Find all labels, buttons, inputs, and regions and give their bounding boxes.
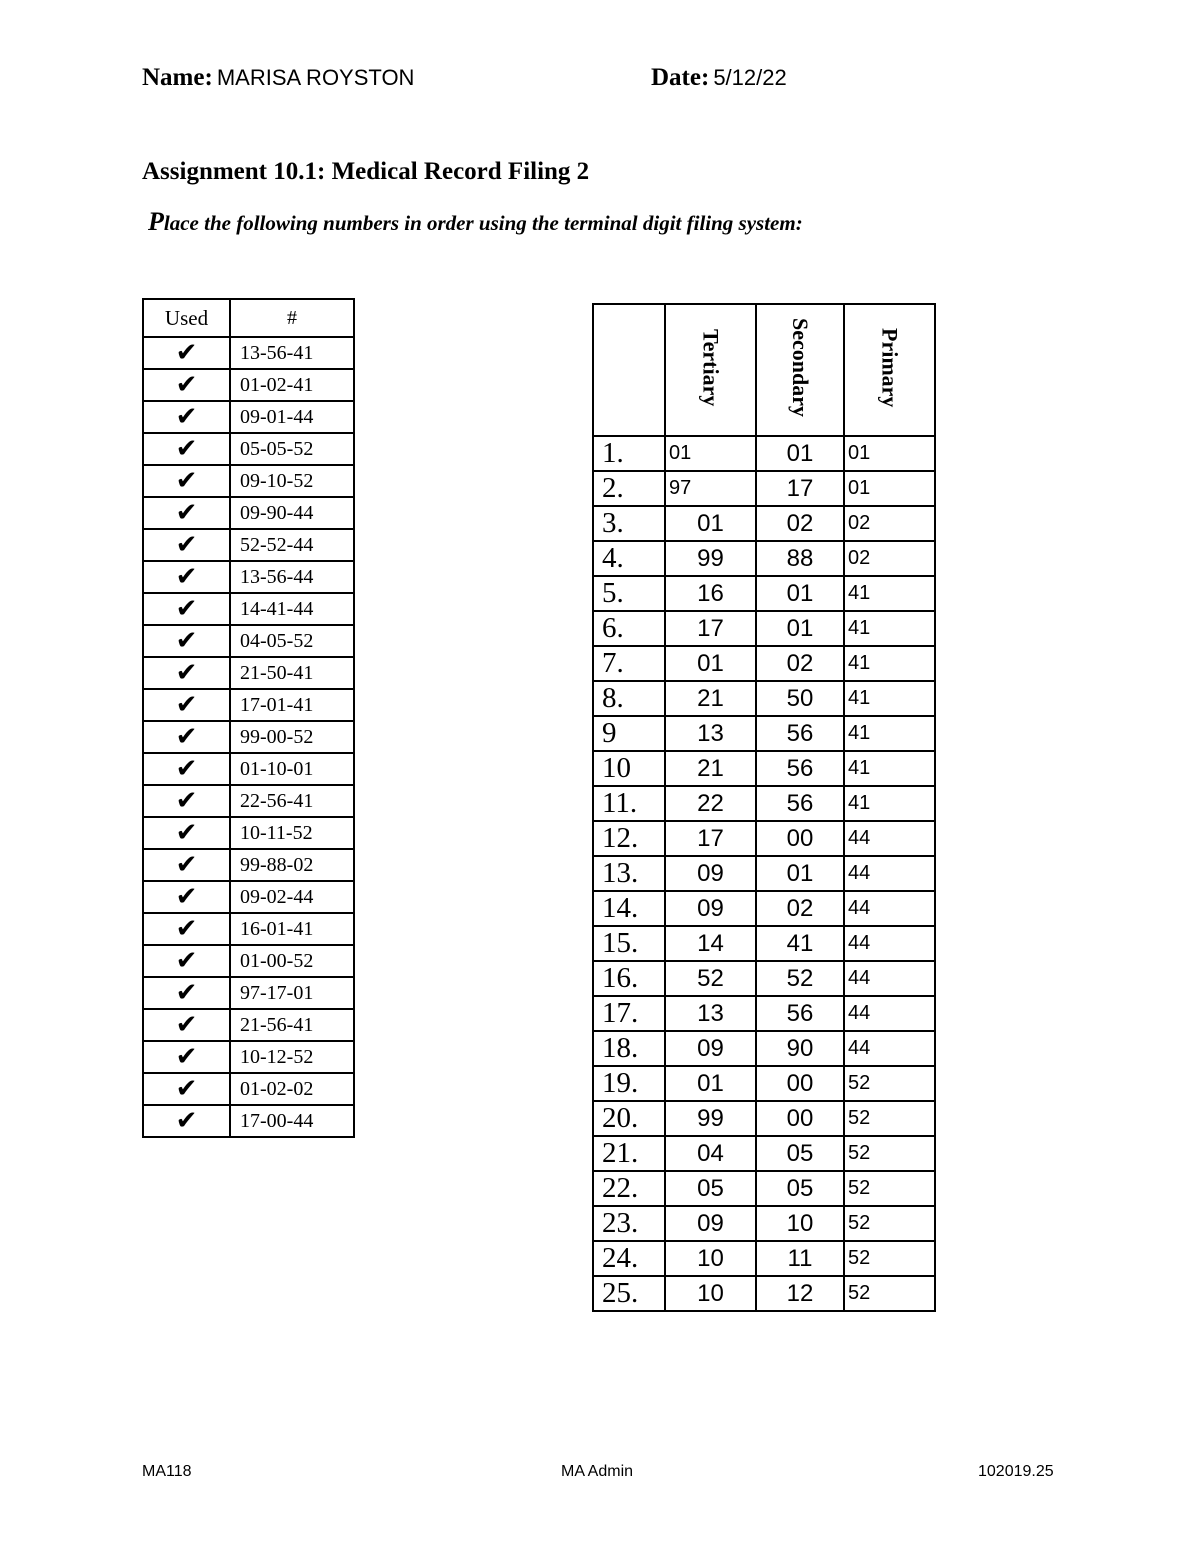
record-number: 05-05-52 — [230, 433, 354, 465]
check-mark-icon: ✔ — [143, 1009, 230, 1041]
order-table-row — [593, 786, 935, 821]
order-table-row — [593, 436, 935, 471]
order-table-row — [593, 751, 935, 786]
order-table-row — [593, 471, 935, 506]
check-mark-icon: ✔ — [143, 689, 230, 721]
check-mark-icon: ✔ — [143, 593, 230, 625]
record-number: 09-01-44 — [230, 401, 354, 433]
used-table-row — [143, 337, 354, 369]
secondary-digits: 02 — [756, 506, 844, 541]
row-index: 6. — [593, 611, 665, 646]
row-index: 2. — [593, 471, 665, 506]
record-number: 14-41-44 — [230, 593, 354, 625]
secondary-digits: 00 — [756, 1101, 844, 1136]
row-index: 11. — [593, 786, 665, 821]
secondary-digits: 10 — [756, 1206, 844, 1241]
used-table-row — [143, 465, 354, 497]
primary-digits: 41 — [844, 646, 935, 681]
name-line — [142, 64, 414, 92]
order-table-row — [593, 1066, 935, 1101]
secondary-digits: 52 — [756, 961, 844, 996]
secondary-digits: 56 — [756, 716, 844, 751]
tertiary-digits: 13 — [665, 716, 756, 751]
record-number: 01-10-01 — [230, 753, 354, 785]
check-mark-icon: ✔ — [143, 497, 230, 529]
check-mark-icon: ✔ — [143, 433, 230, 465]
check-mark-icon: ✔ — [143, 817, 230, 849]
used-table-row — [143, 881, 354, 913]
row-index: 24. — [593, 1241, 665, 1276]
check-mark-icon: ✔ — [143, 561, 230, 593]
row-index: 7. — [593, 646, 665, 681]
used-table-row — [143, 817, 354, 849]
secondary-digits: 05 — [756, 1171, 844, 1206]
row-index: 17. — [593, 996, 665, 1031]
record-number: 21-56-41 — [230, 1009, 354, 1041]
primary-digits: 02 — [844, 541, 935, 576]
row-index: 23. — [593, 1206, 665, 1241]
row-index: 25. — [593, 1276, 665, 1311]
used-numbers-table — [142, 298, 355, 1138]
instructions-first-letter: P — [148, 207, 164, 236]
row-index: 14. — [593, 891, 665, 926]
secondary-digits: 00 — [756, 821, 844, 856]
footer-course-code: MA118 — [142, 1463, 192, 1480]
tertiary-digits: 01 — [665, 646, 756, 681]
used-table-row — [143, 625, 354, 657]
primary-digits: 41 — [844, 611, 935, 646]
date-label: Date: — [651, 64, 710, 91]
record-number: 01-00-52 — [230, 945, 354, 977]
order-table-row — [593, 716, 935, 751]
used-table-row — [143, 849, 354, 881]
index-header — [593, 304, 665, 436]
secondary-digits: 01 — [756, 856, 844, 891]
tertiary-digits: 21 — [665, 681, 756, 716]
record-number: 17-01-41 — [230, 689, 354, 721]
order-table-row — [593, 646, 935, 681]
primary-header — [844, 304, 935, 436]
row-index: 3. — [593, 506, 665, 541]
check-mark-icon: ✔ — [143, 465, 230, 497]
secondary-header-label: Secondary — [788, 318, 813, 417]
primary-digits: 44 — [844, 996, 935, 1031]
record-number: 97-17-01 — [230, 977, 354, 1009]
page-title: Assignment 10.1: Medical Record Filing 2 — [142, 158, 590, 185]
used-table-row — [143, 401, 354, 433]
tertiary-digits: 22 — [665, 786, 756, 821]
used-table-row — [143, 561, 354, 593]
row-index: 1. — [593, 436, 665, 471]
row-index: 13. — [593, 856, 665, 891]
used-table-row — [143, 1009, 354, 1041]
order-table-body — [593, 436, 935, 1311]
used-table-row — [143, 369, 354, 401]
check-mark-icon: ✔ — [143, 785, 230, 817]
check-mark-icon: ✔ — [143, 657, 230, 689]
primary-digits: 41 — [844, 751, 935, 786]
primary-digits: 52 — [844, 1066, 935, 1101]
row-index: 20. — [593, 1101, 665, 1136]
name-value: MARISA ROYSTON — [216, 65, 415, 90]
tertiary-digits: 09 — [665, 1031, 756, 1066]
check-mark-icon: ✔ — [143, 913, 230, 945]
secondary-digits: 88 — [756, 541, 844, 576]
check-mark-icon: ✔ — [143, 881, 230, 913]
used-table-row — [143, 721, 354, 753]
order-table-row — [593, 1206, 935, 1241]
record-number: 09-02-44 — [230, 881, 354, 913]
order-table-row — [593, 541, 935, 576]
secondary-digits: 05 — [756, 1136, 844, 1171]
secondary-digits: 01 — [756, 611, 844, 646]
primary-digits: 01 — [844, 471, 935, 506]
used-table-row — [143, 1073, 354, 1105]
instructions-text: lace the following numbers in order using the terminal digit filing system: — [163, 211, 803, 235]
row-index: 15. — [593, 926, 665, 961]
primary-digits: 52 — [844, 1171, 935, 1206]
check-mark-icon: ✔ — [143, 529, 230, 561]
tertiary-digits: 01 — [665, 506, 756, 541]
primary-digits: 41 — [844, 681, 935, 716]
tertiary-digits: 09 — [665, 1206, 756, 1241]
record-number: 09-10-52 — [230, 465, 354, 497]
used-table-row — [143, 1041, 354, 1073]
used-table-row — [143, 433, 354, 465]
tertiary-digits: 13 — [665, 996, 756, 1031]
row-index: 21. — [593, 1136, 665, 1171]
used-table-row — [143, 529, 354, 561]
row-index: 12. — [593, 821, 665, 856]
check-mark-icon: ✔ — [143, 1073, 230, 1105]
row-index: 9 — [593, 716, 665, 751]
record-number: 13-56-41 — [230, 337, 354, 369]
primary-digits: 52 — [844, 1276, 935, 1311]
tertiary-digits: 17 — [665, 611, 756, 646]
check-mark-icon: ✔ — [143, 945, 230, 977]
primary-digits: 52 — [844, 1136, 935, 1171]
primary-digits: 41 — [844, 786, 935, 821]
order-table-row — [593, 1171, 935, 1206]
order-table-row — [593, 1276, 935, 1311]
tertiary-digits: 09 — [665, 891, 756, 926]
record-number: 09-90-44 — [230, 497, 354, 529]
check-mark-icon: ✔ — [143, 721, 230, 753]
used-table-row — [143, 1105, 354, 1137]
record-number: 99-00-52 — [230, 721, 354, 753]
used-table-row — [143, 753, 354, 785]
row-index: 22. — [593, 1171, 665, 1206]
used-table-row — [143, 657, 354, 689]
row-index: 19. — [593, 1066, 665, 1101]
check-mark-icon: ✔ — [143, 977, 230, 1009]
order-table-row — [593, 1241, 935, 1276]
record-number: 52-52-44 — [230, 529, 354, 561]
record-number: 10-12-52 — [230, 1041, 354, 1073]
used-header: Used — [143, 299, 230, 337]
date-line — [651, 64, 787, 92]
record-number: 22-56-41 — [230, 785, 354, 817]
row-index: 4. — [593, 541, 665, 576]
check-mark-icon: ✔ — [143, 625, 230, 657]
footer-course-name: MA Admin — [561, 1463, 634, 1480]
primary-digits: 52 — [844, 1206, 935, 1241]
tertiary-digits: 16 — [665, 576, 756, 611]
tertiary-digits: 10 — [665, 1241, 756, 1276]
tertiary-digits: 99 — [665, 1101, 756, 1136]
used-table-row — [143, 945, 354, 977]
secondary-digits: 12 — [756, 1276, 844, 1311]
primary-digits: 44 — [844, 926, 935, 961]
check-mark-icon: ✔ — [143, 369, 230, 401]
secondary-digits: 90 — [756, 1031, 844, 1066]
row-index: 5. — [593, 576, 665, 611]
used-table-row — [143, 977, 354, 1009]
primary-digits: 41 — [844, 716, 935, 751]
primary-digits: 52 — [844, 1101, 935, 1136]
used-table-row — [143, 497, 354, 529]
secondary-digits: 00 — [756, 1066, 844, 1101]
order-table-row — [593, 611, 935, 646]
tertiary-header-label: Tertiary — [698, 328, 724, 407]
record-number: 21-50-41 — [230, 657, 354, 689]
tertiary-digits: 09 — [665, 856, 756, 891]
primary-digits: 02 — [844, 506, 935, 541]
secondary-digits: 11 — [756, 1241, 844, 1276]
secondary-digits: 01 — [756, 576, 844, 611]
used-table-row — [143, 593, 354, 625]
check-mark-icon: ✔ — [143, 401, 230, 433]
used-table-row — [143, 913, 354, 945]
secondary-digits: 56 — [756, 786, 844, 821]
order-table-row — [593, 821, 935, 856]
check-mark-icon: ✔ — [143, 1105, 230, 1137]
primary-digits: 52 — [844, 1241, 935, 1276]
tertiary-digits: 04 — [665, 1136, 756, 1171]
record-number: 99-88-02 — [230, 849, 354, 881]
tertiary-header — [665, 304, 756, 436]
tertiary-digits: 14 — [665, 926, 756, 961]
primary-header-label: Primary — [877, 327, 903, 408]
primary-digits: 44 — [844, 856, 935, 891]
tertiary-digits: 01 — [665, 1066, 756, 1101]
check-mark-icon: ✔ — [143, 849, 230, 881]
primary-digits: 41 — [844, 576, 935, 611]
record-number: 10-11-52 — [230, 817, 354, 849]
name-label: Name: — [142, 64, 213, 91]
secondary-digits: 50 — [756, 681, 844, 716]
order-table-row — [593, 1031, 935, 1066]
record-number: 01-02-02 — [230, 1073, 354, 1105]
check-mark-icon: ✔ — [143, 1041, 230, 1073]
secondary-digits: 41 — [756, 926, 844, 961]
order-table-row — [593, 681, 935, 716]
order-table-row — [593, 506, 935, 541]
number-header: # — [230, 299, 354, 337]
record-number: 17-00-44 — [230, 1105, 354, 1137]
primary-digits: 44 — [844, 891, 935, 926]
primary-digits: 01 — [844, 436, 935, 471]
used-table-row — [143, 785, 354, 817]
secondary-digits: 56 — [756, 751, 844, 786]
order-table-row — [593, 856, 935, 891]
tertiary-digits: 99 — [665, 541, 756, 576]
secondary-header — [756, 304, 844, 436]
order-table-row — [593, 996, 935, 1031]
order-table-row — [593, 1136, 935, 1171]
secondary-digits: 56 — [756, 996, 844, 1031]
used-table-row — [143, 689, 354, 721]
tertiary-digits: 21 — [665, 751, 756, 786]
instructions — [148, 207, 803, 237]
footer-version: 102019.25 — [978, 1463, 1054, 1480]
secondary-digits: 02 — [756, 891, 844, 926]
record-number: 01-02-41 — [230, 369, 354, 401]
record-number: 13-56-44 — [230, 561, 354, 593]
order-table-row — [593, 576, 935, 611]
tertiary-digits: 01 — [665, 436, 756, 471]
row-index: 8. — [593, 681, 665, 716]
secondary-digits: 01 — [756, 436, 844, 471]
record-number: 04-05-52 — [230, 625, 354, 657]
primary-digits: 44 — [844, 1031, 935, 1066]
date-value: 5/12/22 — [713, 65, 787, 90]
secondary-digits: 02 — [756, 646, 844, 681]
order-table-row — [593, 891, 935, 926]
primary-digits: 44 — [844, 961, 935, 996]
order-table-row — [593, 961, 935, 996]
order-table-row — [593, 926, 935, 961]
row-index: 16. — [593, 961, 665, 996]
primary-digits: 44 — [844, 821, 935, 856]
check-mark-icon: ✔ — [143, 753, 230, 785]
row-index: 18. — [593, 1031, 665, 1066]
tertiary-digits: 10 — [665, 1276, 756, 1311]
tertiary-digits: 17 — [665, 821, 756, 856]
record-number: 16-01-41 — [230, 913, 354, 945]
secondary-digits: 17 — [756, 471, 844, 506]
terminal-digit-table — [592, 303, 936, 1312]
used-table-body — [143, 337, 354, 1137]
tertiary-digits: 52 — [665, 961, 756, 996]
tertiary-digits: 97 — [665, 471, 756, 506]
check-mark-icon: ✔ — [143, 337, 230, 369]
row-index: 10 — [593, 751, 665, 786]
tertiary-digits: 05 — [665, 1171, 756, 1206]
order-table-row — [593, 1101, 935, 1136]
